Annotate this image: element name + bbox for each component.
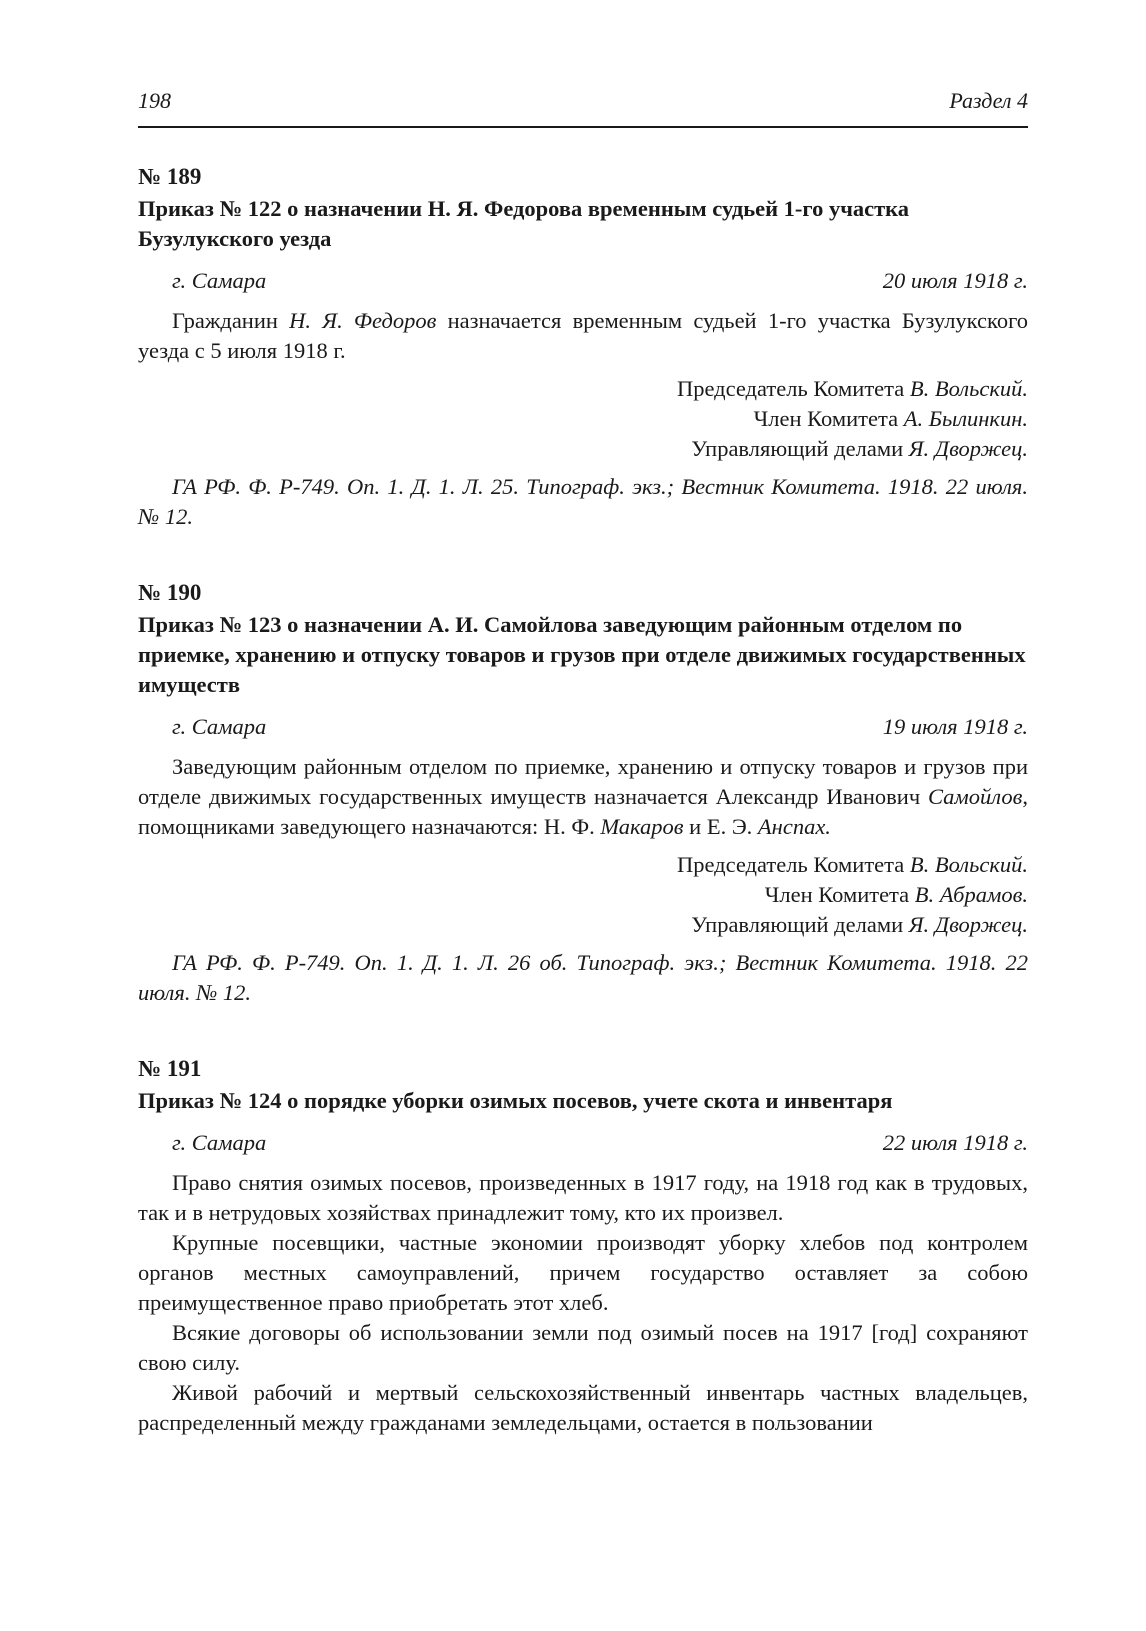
document-paragraph: Крупные посевщики, частные экономии производят уборку хлебов под контролем органов местных самоуправлений, причем государство оставляет за собою преимущественное право приобретать этот хлеб. [138,1230,1028,1315]
signature-line: Член Комитета В. Абрамов. [764,882,1028,907]
signature-line: Член Комитета А. Былинкин. [753,406,1028,431]
place-date-line [138,266,1028,296]
signature-block [138,850,1028,940]
document-191 [138,1054,1028,1438]
person-name: Н. Я. Федоров [289,308,437,333]
archival-source: ГА РФ. Ф. Р-749. Оп. 1. Д. 1. Л. 25. Типограф. экз.; Вестник Комитета. 1918. 22 июля. № 12. [138,474,1028,529]
archival-source: ГА РФ. Ф. Р-749. Оп. 1. Д. 1. Л. 26 об. Типограф. экз.; Вестник Комитета. 1918. 22 июля. № 12. [138,950,1028,1005]
document-number: № 190 [138,580,202,605]
document-date: 22 июля 1918 г. [882,1130,1028,1155]
document-date: 20 июля 1918 г. [882,268,1028,293]
person-name: Анспах. [757,814,831,839]
person-name: Макаров [600,814,684,839]
document-190 [138,578,1028,1008]
page-number: 198 [138,88,171,113]
signature-line: Председатель Комитета В. Вольский. [676,376,1028,401]
signature-block [138,374,1028,464]
document-title: Приказ № 123 о назначении А. И. Самойлова заведующим районным отделом по приемке, хранению и отпуску товаров и грузов при отделе движимых государственных имуществ [138,612,1026,697]
document-date: 19 июля 1918 г. [882,714,1028,739]
document-paragraph: Всякие договоры об использовании земли под озимый посев на 1917 [год] сохраняют свою силу. [138,1320,1028,1375]
signature-line: Управляющий делами Я. Дворжец. [691,912,1028,937]
document-place: г. Самара [172,714,267,739]
document-paragraph: Заведующим районным отделом по приемке, хранению и отпуску товаров и грузов при отделе движимых государственных имуществ назначается Александр Иванович Самойлов, помощниками заведующего назначаются: Н. Ф. Макаров и Е. Э. Анспах. [138,754,1028,839]
document-paragraph: Гражданин Н. Я. Федоров назначается временным судьей 1-го участка Бузулукского уезда с 5 июля 1918 г. [138,308,1028,363]
place-date-line [138,1128,1028,1158]
signature-line: Председатель Комитета В. Вольский. [676,852,1028,877]
person-name: Самойлов [928,784,1023,809]
running-header [138,88,1028,128]
document-number: № 189 [138,164,202,189]
document-paragraph: Живой рабочий и мертвый сельскохозяйственный инвентарь частных владельцев, распределенный между гражданами земледельцами, остается в пользовании [138,1380,1028,1435]
document-place: г. Самара [172,268,267,293]
document-189 [138,162,1028,532]
document-paragraph: Право снятия озимых посевов, произведенных в 1917 году, на 1918 год как в трудовых, так и в нетрудовых хозяйствах принадлежит тому, кто их произвел. [138,1170,1028,1225]
document-title: Приказ № 124 о порядке уборки озимых посевов, учете скота и инвентаря [138,1088,893,1113]
section-title: Раздел 4 [949,88,1028,113]
signature-line: Управляющий делами Я. Дворжец. [691,436,1028,461]
document-number: № 191 [138,1056,202,1081]
document-place: г. Самара [172,1130,267,1155]
document-title: Приказ № 122 о назначении Н. Я. Федорова временным судьей 1-го участка Бузулукского уезда [138,196,910,251]
page [138,88,1028,1438]
place-date-line [138,712,1028,742]
